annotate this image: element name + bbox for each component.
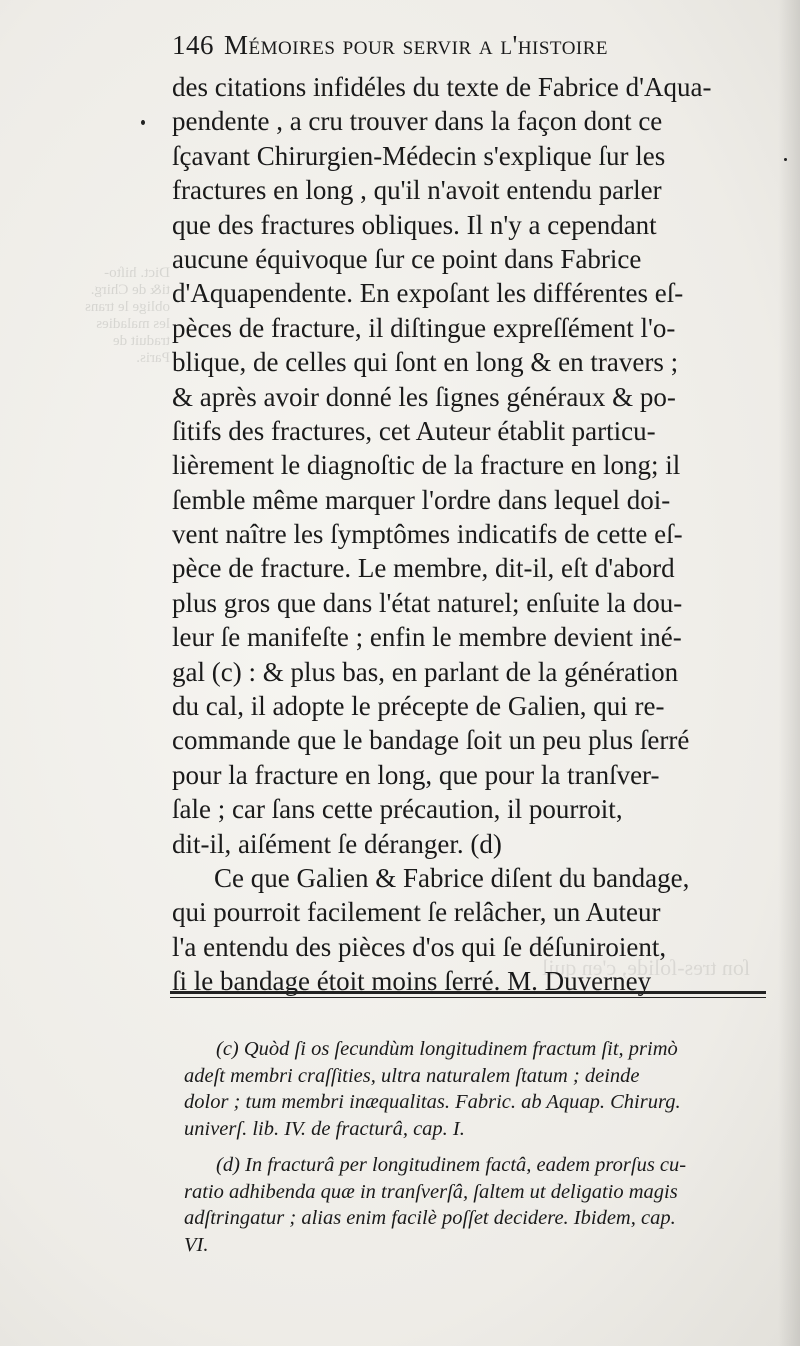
text-line: vent naître les ſymptômes indicatifs de cette eſ-	[172, 519, 683, 550]
footnote-line: dolor ; tum membri inæqualitas. Fabric. ab Aquap. Chirurg.	[184, 1091, 681, 1113]
footnote-line: (c) Quòd ſi os ſecundùm longitudinem fractum ſit, primò	[216, 1038, 678, 1060]
text-line: fractures en long , qu'il n'avoit entendu parler	[172, 175, 662, 206]
text-line: aucune équivoque ſur ce point dans Fabrice	[172, 243, 642, 274]
running-header	[172, 30, 757, 61]
text-line: du cal, il adopte le précepte de Galien, qui re-	[172, 691, 665, 722]
text-line: qui pourroit facilement ſe relâcher, un Auteur	[172, 897, 661, 928]
page-number: 146	[172, 30, 214, 60]
text-line: que des fractures obliques. Il n'y a cependant	[172, 209, 657, 240]
footnote-line: (d) In fracturâ per longitudinem factâ, eadem prorſus cu-	[216, 1154, 687, 1176]
text-line: Ce que Galien & Fabrice diſent du bandage,	[214, 862, 690, 893]
show-through-margin: Dict. hiſto- ti& de Chirg. oblige le trans les maladies traduit de Paris.	[85, 265, 170, 366]
text-line: plus gros que dans l'état naturel; enſuite la dou-	[172, 587, 683, 618]
text-line: commande que le bandage ſoit un peu plus ſerré	[172, 725, 690, 756]
text-line: pendente , a cru trouver dans la façon dont ce	[172, 106, 663, 137]
text-line: des citations infidéles du texte de Fabrice d'Aqua-	[172, 72, 712, 102]
text-line: ſçavant Chirurgien-Médecin s'explique ſur les	[172, 140, 666, 171]
text-line: pèces de fracture, il diſtingue expreſſément l'o-	[172, 312, 676, 343]
main-text	[172, 70, 764, 999]
footnote-line: ratio adhibenda quæ in tranſverſâ, ſaltem ut deligatio magis	[184, 1180, 678, 1203]
show-through-lower: ſon tres-ſolide, c'en quil	[541, 955, 750, 980]
text-line: dit-il, aiſément ſe déranger. (d)	[172, 828, 502, 859]
text-line: pèce de fracture. Le membre, dit-il, eſt d'abord	[172, 553, 675, 584]
text-line: l'a entendu des pièces d'os qui ſe déſuniroient,	[172, 931, 667, 962]
text-line: pour la fracture en long, que pour la tranſver-	[172, 759, 660, 790]
footnotes	[184, 1036, 764, 1258]
running-title: Mémoires pour servir a l'histoire	[224, 30, 609, 60]
text-line: ſale ; car ſans cette précaution, il pourroit,	[172, 794, 623, 825]
footnote-line: VI.	[184, 1233, 209, 1256]
text-line: lièrement le diagnoſtic de la fracture en long; il	[172, 450, 681, 481]
footnote-line: adeſt membri craſſities, ultra naturalem ſtatum ; deinde	[184, 1064, 640, 1087]
text-line: ſitifs des fractures, cet Auteur établit particu-	[172, 415, 656, 446]
text-line: gal (c) : & plus bas, en parlant de la génération	[172, 656, 679, 687]
ink-speck	[784, 158, 787, 161]
footnote-line: adſtringatur ; alias enim facilè poſſet decidere. Ibidem, cap.	[184, 1207, 676, 1229]
text-line: ſemble même marquer l'ordre dans lequel doi-	[172, 484, 671, 515]
ink-speck	[141, 120, 145, 125]
page-edge-shadow	[778, 0, 800, 1346]
text-line: d'Aquapendente. En expoſant les différentes eſ-	[172, 278, 684, 309]
text-line: leur ſe manifeſte ; enfin le membre devient iné-	[172, 622, 682, 653]
footnote-line: univerſ. lib. IV. de fracturâ, cap. I.	[184, 1117, 465, 1140]
text-line: blique, de celles qui ſont en long & en travers ;	[172, 347, 679, 378]
footnote-separator-rule	[170, 991, 766, 998]
text-line: ſi le bandage étoit moins ſerré. M. Duverney	[172, 966, 652, 997]
text-line: & après avoir donné les ſignes généraux & po-	[172, 381, 676, 412]
